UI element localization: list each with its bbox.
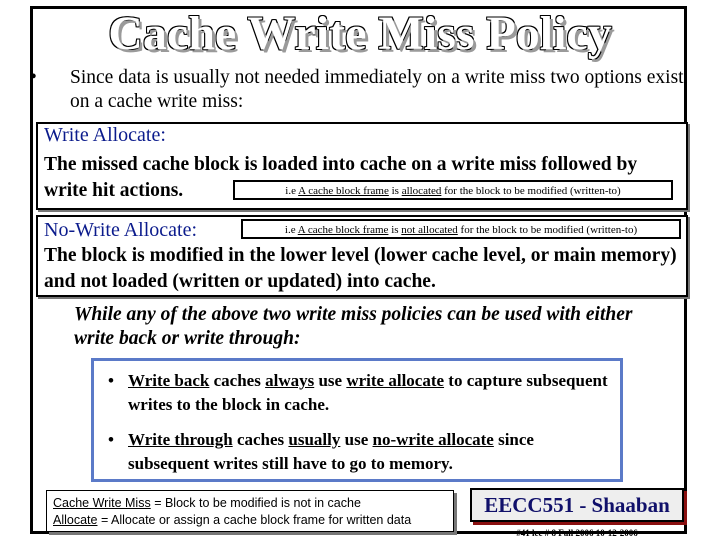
text: use <box>340 430 373 449</box>
intro-text: Since data is usually not needed immediately on a write miss two options exist on a cache write miss: <box>70 67 684 112</box>
write-allocate-heading: Write Allocate: <box>44 124 166 146</box>
definition-term: Allocate <box>53 513 98 527</box>
bullet-write-back-text <box>108 369 608 417</box>
write-allocate-body: The missed cache block is loaded into cache on a write miss followed by write hit actions. <box>44 154 638 201</box>
bullet-write-back <box>108 369 608 417</box>
no-write-allocate-body: The block is modified in the lower level (lower cache level, or main memory) and not loaded (written or updated) into cache. <box>44 245 677 292</box>
note-mid: is <box>388 224 402 236</box>
course-label: EECC551 - Shaaban <box>470 488 684 522</box>
bullet-dot-icon: • <box>108 430 114 449</box>
note-term: A cache block frame <box>297 224 389 236</box>
term-write-back: Write back <box>128 371 210 390</box>
slide-title: Cache Write Miss Policy <box>108 7 612 60</box>
term-write-allocate: write allocate <box>346 371 445 390</box>
policy-statement: While any of the above two write miss policies can be used with either write back or write through: <box>74 304 633 349</box>
text: caches <box>209 371 266 390</box>
text: since subsequent writes still have to go to memory. <box>128 430 534 473</box>
bullet-dot-icon: • <box>108 371 114 390</box>
note-mid: is <box>388 185 402 197</box>
note-prefix: i.e <box>285 185 299 197</box>
no-write-allocate-heading: No-Write Allocate: <box>44 219 198 241</box>
no-write-allocate-box <box>36 215 688 297</box>
definition-row <box>53 512 447 529</box>
note-prefix: i.e <box>284 224 298 236</box>
definition-text: = Allocate or assign a cache block frame for written data <box>97 513 412 527</box>
term-always: always <box>265 371 315 390</box>
bullet-dot-icon: • <box>30 67 37 88</box>
definition-text: = Block to be modified is not in cache <box>150 496 361 510</box>
no-write-allocate-note <box>241 219 681 239</box>
definition-term: Cache Write Miss <box>53 496 151 510</box>
term-write-through: Write through <box>128 430 233 449</box>
policy-bullets-box <box>91 358 623 482</box>
text: caches <box>232 430 289 449</box>
note-allocated: allocated <box>401 185 442 197</box>
note-suffix: for the block to be modified (written-to) <box>457 224 638 236</box>
intro-bullet <box>30 66 684 114</box>
term-no-write-allocate: no-write allocate <box>372 430 494 449</box>
bullet-write-through-text <box>108 428 608 476</box>
text: to capture subsequent writes to the block in cache. <box>128 371 608 414</box>
note-suffix: for the block to be modified (written-to) <box>441 185 621 197</box>
definitions-box <box>46 490 454 532</box>
definition-row <box>53 495 447 512</box>
note-term: A cache block frame <box>298 185 389 197</box>
write-allocate-note <box>233 180 673 200</box>
text: use <box>314 371 347 390</box>
slide-footer: #41 lec # 8 Fall 2006 10-12-2006 <box>516 528 638 538</box>
term-usually: usually <box>288 430 341 449</box>
write-allocate-box <box>36 122 688 210</box>
bullet-write-through <box>108 428 608 476</box>
note-not-allocated: not allocated <box>401 224 458 236</box>
